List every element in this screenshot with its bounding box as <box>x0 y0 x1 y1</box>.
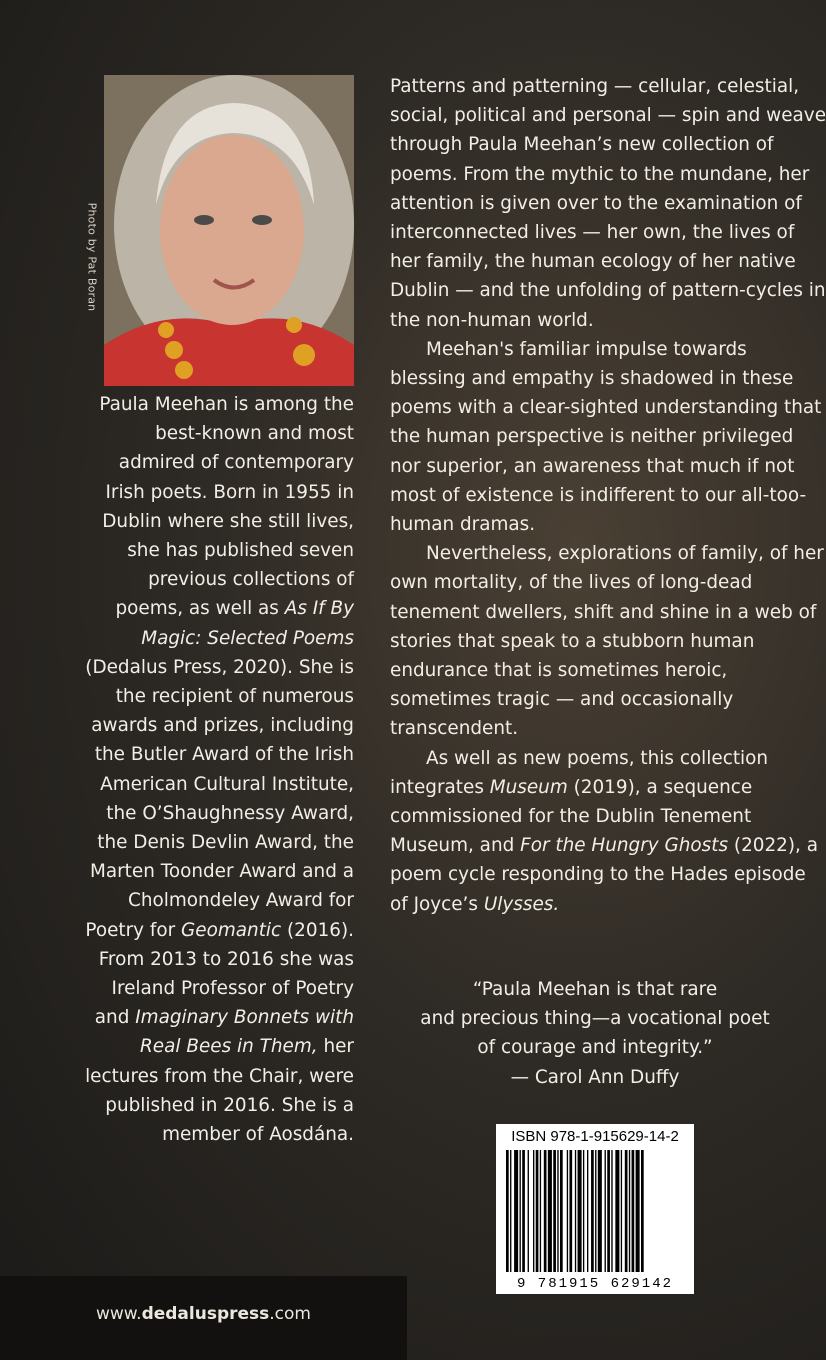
quote-line-2: and precious thing—a vocational poet <box>420 1008 770 1030</box>
bio-text-4: her lectures from the Chair, were published in 2016. She is a member of Aosdána. <box>85 1036 354 1146</box>
author-portrait-image <box>104 75 354 386</box>
bio-text-1: Paula Meehan is among the best-known and most admired of contemporary Irish poets. Born in 1955 in Dublin where she still lives, she has published seven previous collections of poems, as well as <box>99 394 354 620</box>
publisher-website[interactable] <box>0 1304 407 1324</box>
blurb-p4-text-a: As well as new poems, this collection integrates <box>390 747 769 798</box>
blurb-p4-title-museum: Museum <box>489 776 568 798</box>
author-photo <box>104 75 354 386</box>
bio-text-2: (Dedalus Press, 2020). She is the recipient of numerous awards and prizes, including the Butler Award of the Irish American Cultural Institute, the O’Shaughnessy Award, the Denis Devlin Award, the Marten Toonder Award and a Cholmondeley Award for Poetry for <box>85 656 354 941</box>
blurb-p4-text-c: (2022), a poem cycle responding to the Hades episode of Joyce’s <box>390 835 819 915</box>
quote-line-1: “Paula Meehan is that rare <box>472 979 718 1000</box>
site-suffix: .com <box>269 1304 311 1324</box>
bio-text-3: (2016). From 2013 to 2016 she was Ireland Professor of Poetry and <box>94 919 354 1029</box>
isbn-label: ISBN 978-1-915629-14-2 <box>511 1128 679 1145</box>
site-name: dedaluspress <box>141 1304 270 1324</box>
author-bio <box>84 390 354 1149</box>
review-quote <box>390 975 800 1092</box>
blurb-paragraph-3: Nevertheless, explorations of family, of her own mortality, of the lives of long-dead tenement dwellers, shift and shine in a web of stories that speak to a stubborn human endurance that is sometimes heroic, sometimes tragic — and occasionally transcendent. <box>390 543 824 740</box>
site-prefix: www. <box>96 1304 142 1324</box>
book-blurb <box>390 72 826 919</box>
photo-credit: Photo by Pat Boran <box>85 202 99 312</box>
blurb-p4-title-ghosts: For the Hungry Ghosts <box>520 835 729 857</box>
bio-title-3: Imaginary Bonnets with Real Bees in Them, <box>135 1007 354 1058</box>
blurb-paragraph-4 <box>390 744 826 919</box>
blurb-p4-title-ulysses: Ulysses. <box>483 893 560 915</box>
barcode-bars <box>504 1150 686 1272</box>
bio-title-2: Geomantic <box>181 919 282 941</box>
blurb-paragraph-2: Meehan's familiar impulse towards blessing and empathy is shadowed in these poems with a clear-sighted understanding that the human perspective is neither privileged nor superior, an awareness that much if not most of existence is indifferent to our all-too-human dramas. <box>390 338 822 536</box>
blurb-p4-text-b: (2019), a sequence commissioned for the Dublin Tenement Museum, and <box>390 776 753 857</box>
isbn-barcode <box>496 1124 694 1294</box>
blurb-paragraph-1: Patterns and patterning — cellular, celestial, social, political and personal — spin and weave through Paula Meehan’s new collection of poems. From the mythic to the mundane, her attention is given over to the examination of interconnected lives — her own, the lives of her family, the human ecology of her native Dublin — and the unfolding of pattern-cycles in the non-human world. <box>390 76 826 331</box>
quote-line-3: of courage and integrity.” <box>477 1037 713 1059</box>
publisher-footer <box>0 1276 407 1360</box>
quote-attribution: — Carol Ann Duffy <box>510 1066 680 1088</box>
bio-title-1: As If By Magic: Selected Poems <box>141 598 354 649</box>
barcode-digits: 9 781915 629142 <box>516 1276 674 1292</box>
